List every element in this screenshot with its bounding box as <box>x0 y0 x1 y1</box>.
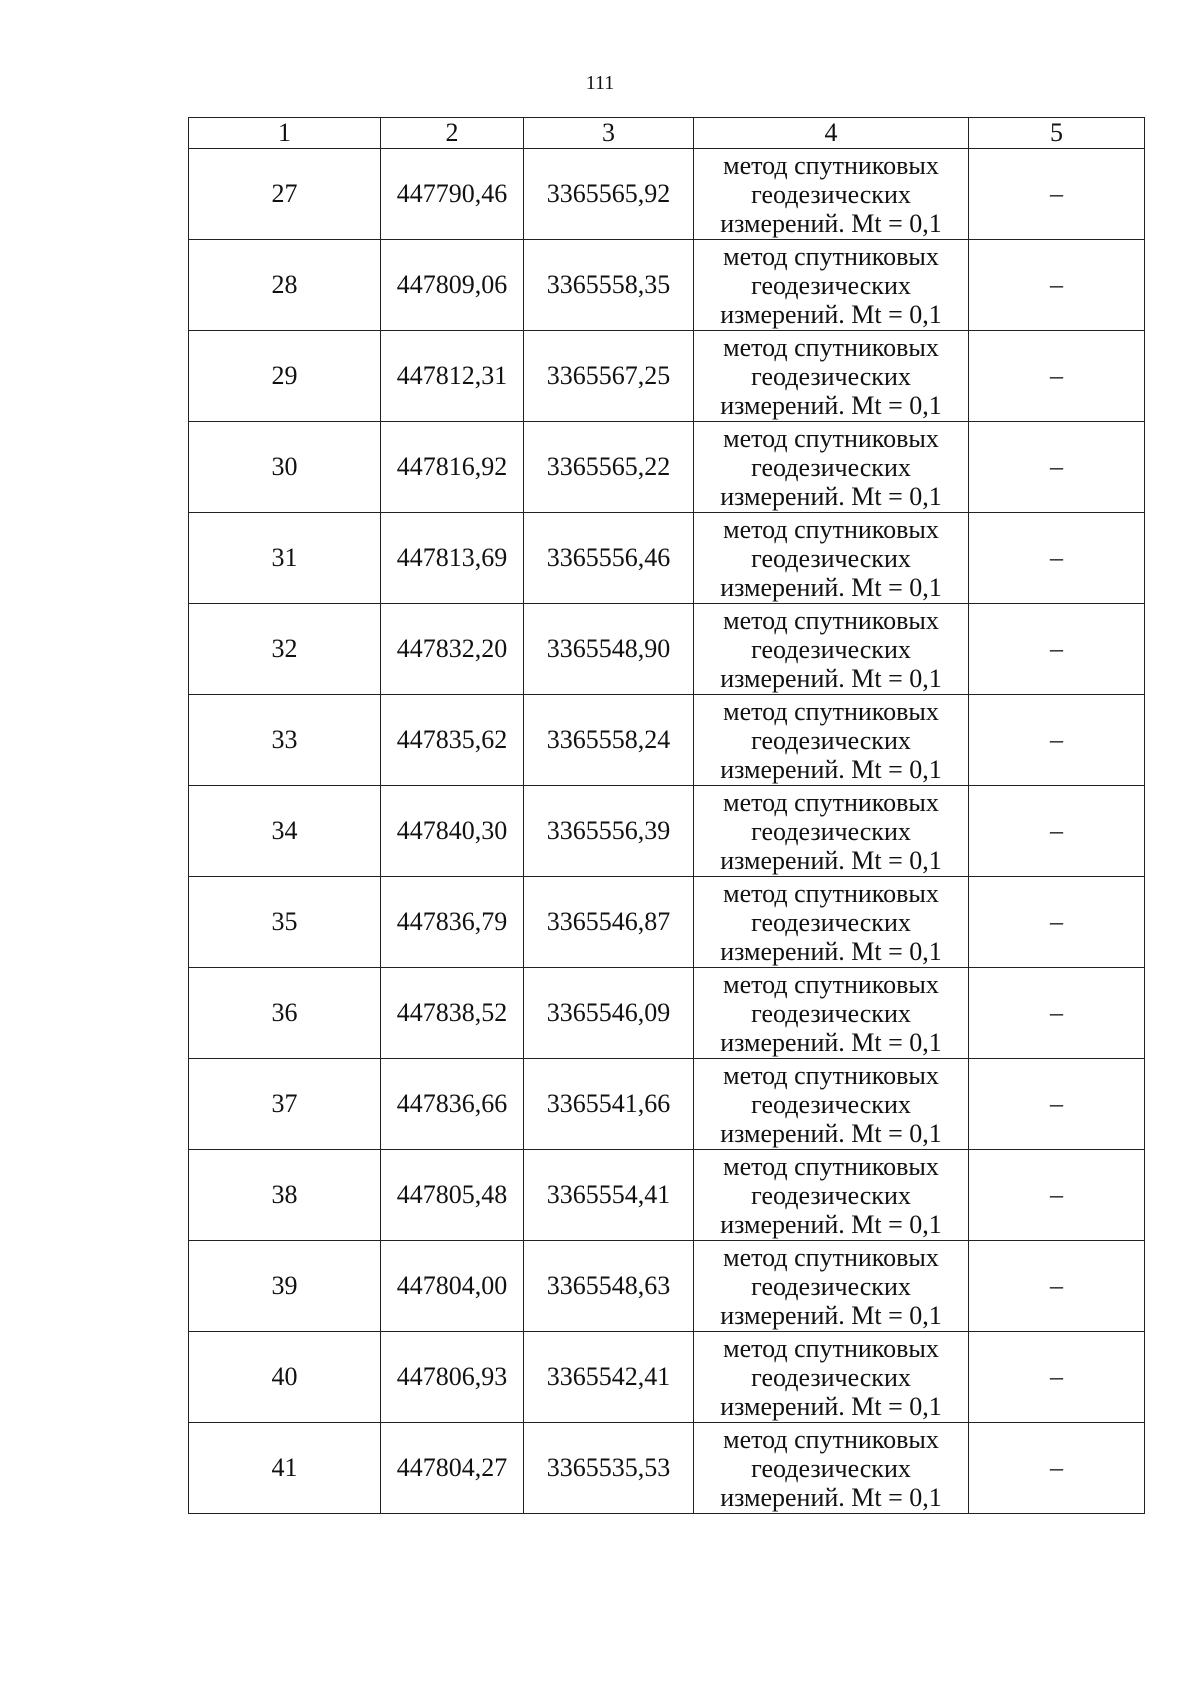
column-header-1: 1 <box>189 118 381 149</box>
x-coordinate-cell: 447805,48 <box>381 1150 524 1241</box>
method-line: метод спутниковых <box>723 878 939 908</box>
note-cell: – <box>969 786 1145 877</box>
method-line: геодезических <box>751 1089 911 1119</box>
method-line: измерений. Mt = 0,1 <box>720 1118 942 1148</box>
note-cell: – <box>969 695 1145 786</box>
y-coordinate-cell: 3365567,25 <box>524 331 694 422</box>
note-cell: – <box>969 604 1145 695</box>
method-line: измерений. Mt = 0,1 <box>720 663 942 693</box>
method-line: геодезических <box>751 543 911 573</box>
note-cell: – <box>969 422 1145 513</box>
y-coordinate-cell: 3365565,22 <box>524 422 694 513</box>
page-number: 111 <box>585 72 615 94</box>
method-line: измерений. Mt = 0,1 <box>720 1300 942 1330</box>
x-coordinate-cell: 447804,00 <box>381 1241 524 1332</box>
point-number-cell: 35 <box>189 877 381 968</box>
note-cell: – <box>969 1332 1145 1423</box>
y-coordinate-cell: 3365542,41 <box>524 1332 694 1423</box>
method-cell <box>694 331 969 422</box>
x-coordinate-cell: 447812,31 <box>381 331 524 422</box>
note-cell: – <box>969 877 1145 968</box>
method-cell <box>694 877 969 968</box>
method-line: метод спутниковых <box>723 696 939 726</box>
method-line: метод спутниковых <box>723 1060 939 1090</box>
method-cell <box>694 422 969 513</box>
y-coordinate-cell: 3365558,35 <box>524 240 694 331</box>
column-header-3: 3 <box>524 118 694 149</box>
method-line: метод спутниковых <box>723 1242 939 1272</box>
x-coordinate-cell: 447832,20 <box>381 604 524 695</box>
x-coordinate-cell: 447813,69 <box>381 513 524 604</box>
method-line: измерений. Mt = 0,1 <box>720 936 942 966</box>
point-number-cell: 29 <box>189 331 381 422</box>
table-row <box>189 513 1145 604</box>
y-coordinate-cell: 3365554,41 <box>524 1150 694 1241</box>
method-line: измерений. Mt = 0,1 <box>720 572 942 602</box>
method-cell <box>694 1241 969 1332</box>
column-header-2: 2 <box>381 118 524 149</box>
table-row <box>189 1241 1145 1332</box>
x-coordinate-cell: 447804,27 <box>381 1423 524 1514</box>
y-coordinate-cell: 3365546,09 <box>524 968 694 1059</box>
method-line: геодезических <box>751 179 911 209</box>
y-coordinate-cell: 3365546,87 <box>524 877 694 968</box>
method-line: геодезических <box>751 725 911 755</box>
point-number-cell: 30 <box>189 422 381 513</box>
y-coordinate-cell: 3365558,24 <box>524 695 694 786</box>
method-cell <box>694 786 969 877</box>
y-coordinate-cell: 3365556,39 <box>524 786 694 877</box>
point-number-cell: 36 <box>189 968 381 1059</box>
method-line: метод спутниковых <box>723 1424 939 1454</box>
method-line: геодезических <box>751 1271 911 1301</box>
table-row <box>189 149 1145 240</box>
point-number-cell: 31 <box>189 513 381 604</box>
method-cell <box>694 1150 969 1241</box>
x-coordinate-cell: 447806,93 <box>381 1332 524 1423</box>
method-cell <box>694 513 969 604</box>
method-line: геодезических <box>751 452 911 482</box>
method-line: геодезических <box>751 1453 911 1483</box>
method-line: измерений. Mt = 0,1 <box>720 1209 942 1239</box>
table-row <box>189 695 1145 786</box>
x-coordinate-cell: 447790,46 <box>381 149 524 240</box>
x-coordinate-cell: 447840,30 <box>381 786 524 877</box>
y-coordinate-cell: 3365556,46 <box>524 513 694 604</box>
table-row <box>189 604 1145 695</box>
point-number-cell: 39 <box>189 1241 381 1332</box>
method-line: геодезических <box>751 270 911 300</box>
table-row <box>189 331 1145 422</box>
method-line: геодезических <box>751 634 911 664</box>
method-line: метод спутниковых <box>723 969 939 999</box>
method-cell <box>694 1332 969 1423</box>
table-row <box>189 1423 1145 1514</box>
method-line: метод спутниковых <box>723 787 939 817</box>
note-cell: – <box>969 968 1145 1059</box>
method-line: измерений. Mt = 0,1 <box>720 845 942 875</box>
table-row <box>189 1332 1145 1423</box>
note-cell: – <box>969 149 1145 240</box>
note-cell: – <box>969 331 1145 422</box>
column-header-5: 5 <box>969 118 1145 149</box>
point-number-cell: 27 <box>189 149 381 240</box>
method-line: метод спутниковых <box>723 332 939 362</box>
note-cell: – <box>969 1241 1145 1332</box>
method-line: метод спутниковых <box>723 1151 939 1181</box>
note-cell: – <box>969 1059 1145 1150</box>
x-coordinate-cell: 447836,66 <box>381 1059 524 1150</box>
method-cell <box>694 604 969 695</box>
method-line: геодезических <box>751 998 911 1028</box>
method-line: метод спутниковых <box>723 514 939 544</box>
x-coordinate-cell: 447838,52 <box>381 968 524 1059</box>
point-number-cell: 38 <box>189 1150 381 1241</box>
point-number-cell: 37 <box>189 1059 381 1150</box>
table-body <box>189 149 1145 1514</box>
x-coordinate-cell: 447816,92 <box>381 422 524 513</box>
method-line: измерений. Mt = 0,1 <box>720 1482 942 1512</box>
table-row <box>189 1059 1145 1150</box>
method-line: метод спутниковых <box>723 241 939 271</box>
column-header-4: 4 <box>694 118 969 149</box>
method-line: измерений. Mt = 0,1 <box>720 1027 942 1057</box>
method-line: метод спутниковых <box>723 150 939 180</box>
method-line: метод спутниковых <box>723 1333 939 1363</box>
method-cell <box>694 1059 969 1150</box>
method-cell <box>694 240 969 331</box>
point-number-cell: 34 <box>189 786 381 877</box>
table-row <box>189 786 1145 877</box>
y-coordinate-cell: 3365535,53 <box>524 1423 694 1514</box>
method-line: геодезических <box>751 907 911 937</box>
method-line: измерений. Mt = 0,1 <box>720 1391 942 1421</box>
method-line: метод спутниковых <box>723 423 939 453</box>
table-row <box>189 968 1145 1059</box>
y-coordinate-cell: 3365541,66 <box>524 1059 694 1150</box>
point-number-cell: 40 <box>189 1332 381 1423</box>
point-number-cell: 28 <box>189 240 381 331</box>
table-row <box>189 240 1145 331</box>
note-cell: – <box>969 1423 1145 1514</box>
method-line: геодезических <box>751 816 911 846</box>
table-row <box>189 1150 1145 1241</box>
method-line: геодезических <box>751 361 911 391</box>
x-coordinate-cell: 447836,79 <box>381 877 524 968</box>
point-number-cell: 33 <box>189 695 381 786</box>
header-row <box>189 118 1145 149</box>
method-line: геодезических <box>751 1362 911 1392</box>
y-coordinate-cell: 3365565,92 <box>524 149 694 240</box>
coordinates-table <box>188 117 1145 1514</box>
x-coordinate-cell: 447809,06 <box>381 240 524 331</box>
note-cell: – <box>969 240 1145 331</box>
table-row <box>189 877 1145 968</box>
method-line: измерений. Mt = 0,1 <box>720 299 942 329</box>
note-cell: – <box>969 513 1145 604</box>
y-coordinate-cell: 3365548,63 <box>524 1241 694 1332</box>
table-row <box>189 422 1145 513</box>
method-line: геодезических <box>751 1180 911 1210</box>
note-cell: – <box>969 1150 1145 1241</box>
method-line: измерений. Mt = 0,1 <box>720 754 942 784</box>
method-line: измерений. Mt = 0,1 <box>720 208 942 238</box>
point-number-cell: 41 <box>189 1423 381 1514</box>
y-coordinate-cell: 3365548,90 <box>524 604 694 695</box>
method-line: измерений. Mt = 0,1 <box>720 481 942 511</box>
method-cell <box>694 695 969 786</box>
method-line: измерений. Mt = 0,1 <box>720 390 942 420</box>
method-cell <box>694 968 969 1059</box>
method-line: метод спутниковых <box>723 605 939 635</box>
method-cell <box>694 1423 969 1514</box>
method-cell <box>694 149 969 240</box>
x-coordinate-cell: 447835,62 <box>381 695 524 786</box>
table-header <box>189 118 1145 149</box>
point-number-cell: 32 <box>189 604 381 695</box>
